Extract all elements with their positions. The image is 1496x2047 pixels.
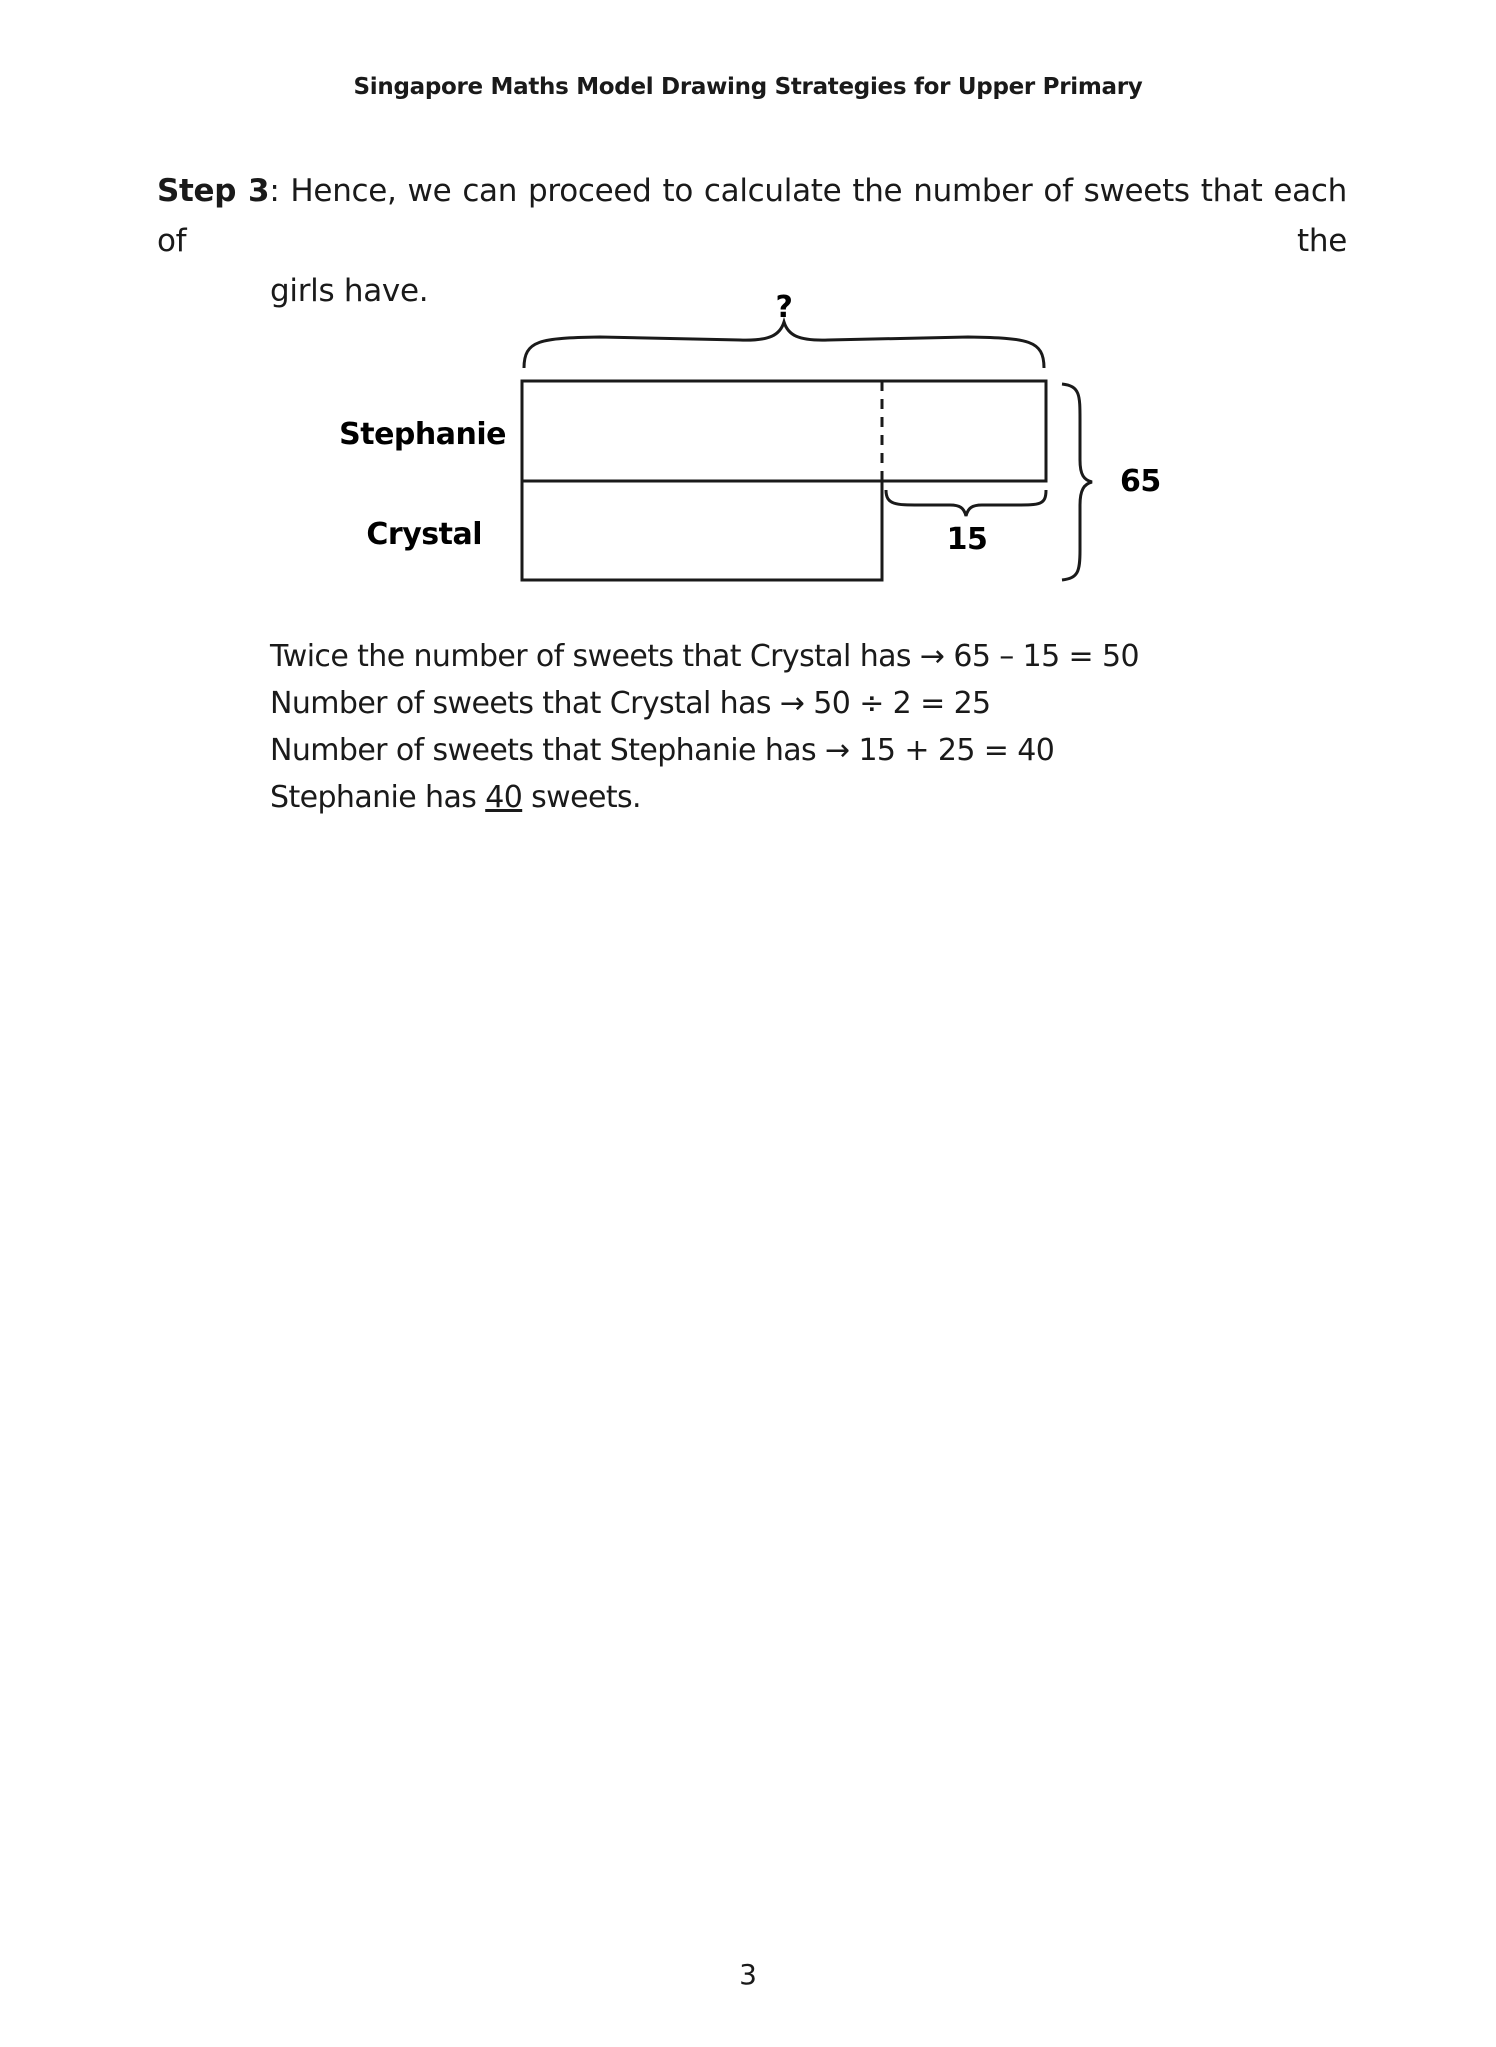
total-label: ? bbox=[775, 290, 793, 325]
answer-suffix: sweets. bbox=[522, 780, 641, 815]
sum-brace bbox=[1062, 384, 1092, 580]
working-line: Twice the number of sweets that Crystal has → 65 – 15 = 50 bbox=[270, 639, 1139, 674]
stephanie-bar bbox=[522, 381, 1046, 481]
page-number: 3 bbox=[739, 1958, 757, 1991]
step-label: Step 3 bbox=[157, 173, 270, 209]
working-line: Number of sweets that Stephanie has → 15 + 25 = 40 bbox=[270, 733, 1055, 768]
step-text-line2: girls have. bbox=[270, 273, 429, 309]
difference-label: 15 bbox=[946, 522, 988, 557]
working-lines bbox=[270, 633, 1139, 821]
step-text-line1: Hence, we can proceed to calculate the number of sweets that each of the bbox=[157, 173, 1347, 259]
answer-value: 40 bbox=[485, 780, 523, 815]
running-header: Singapore Maths Model Drawing Strategies for Upper Primary bbox=[353, 74, 1143, 100]
answer-prefix: Stephanie has bbox=[270, 780, 486, 815]
row-label-crystal: Crystal bbox=[366, 517, 482, 552]
row-label-stephanie: Stephanie bbox=[339, 417, 506, 452]
answer-line bbox=[270, 774, 1139, 821]
working-line: Number of sweets that Crystal has → 50 ÷ 2 = 25 bbox=[270, 686, 991, 721]
step-paragraph: Step 3: Hence, we can proceed to calculate the number of sweets that each of the girls have. bbox=[157, 166, 1347, 316]
sum-label: 65 bbox=[1120, 464, 1161, 499]
difference-brace bbox=[886, 490, 1046, 516]
top-brace bbox=[524, 322, 1044, 368]
crystal-bar bbox=[522, 481, 882, 580]
